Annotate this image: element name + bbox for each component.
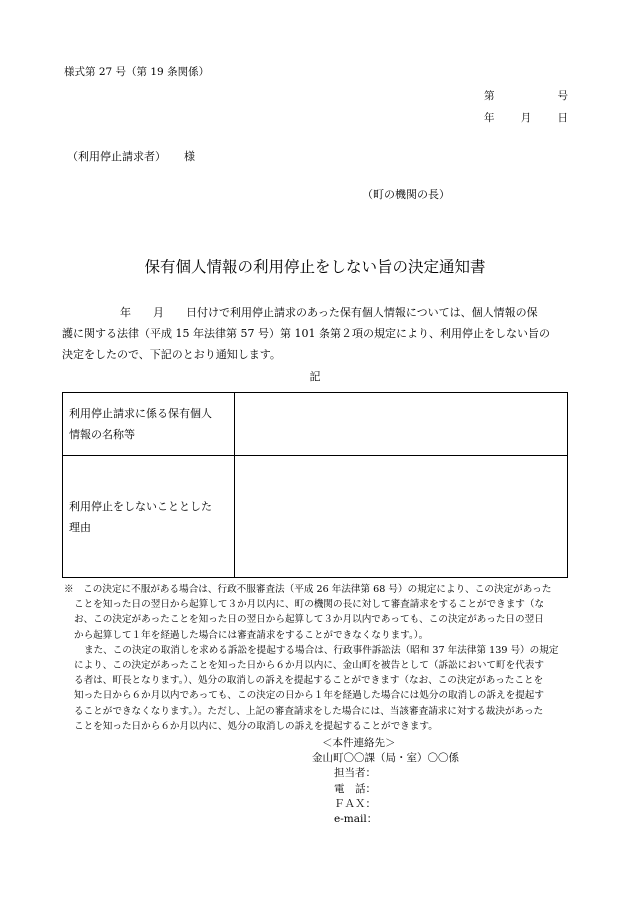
body-text — [62, 302, 568, 365]
body-line-3: 決定をしたので、下記のとおり通知します。 — [62, 348, 281, 361]
contact-info — [312, 736, 459, 827]
document-number — [484, 88, 568, 103]
row2-value[interactable] — [235, 456, 568, 578]
row2-label-line2: 理由 — [69, 520, 91, 534]
contact-fax: ＦＡＸ： — [334, 797, 376, 810]
date-year: 年 — [484, 112, 495, 124]
contact-person: 担当者： — [334, 767, 376, 780]
row1-label — [63, 393, 235, 456]
table-row — [63, 456, 568, 578]
contact-phone: 電 話： — [334, 782, 376, 795]
ki-heading: 記 — [309, 370, 321, 383]
sender: （町の機関の長） — [362, 188, 450, 201]
addressee-label: （利用停止請求者） — [67, 150, 166, 163]
contact-department: 金山町〇〇課（局・室）〇〇係 — [312, 752, 459, 765]
addressee-honorific: 様 — [184, 150, 195, 163]
note-line: また、この決定の取消しを求める訴訟を提起する場合は、行政事件訴訟法（昭和 37 年法律第 139 号）の規定 — [84, 644, 559, 656]
note-line: ※ この決定に不服がある場合は、行政不服審査法（平成 26 年法律第 68 号）の規定により、この決定があった — [64, 584, 552, 595]
notes — [64, 582, 574, 734]
document-title: 保有個人情報の利用停止をしない旨の決定通知書 — [144, 258, 486, 276]
note-line: る者は、町長となります。）、処分の取消しの訴えを提起することができます（なお、この決定があったことを — [74, 675, 544, 687]
form-number: 様式第 27 号（第 19 条関係） — [64, 66, 210, 78]
date-month: 月 — [520, 112, 532, 124]
addressee — [67, 148, 195, 164]
row2-label-line1: 利用停止をしないこととした — [69, 499, 212, 513]
note-line: により、この決定があったことを知った日から６か月以内に、金山町を被告として（訴訟において町を代表す — [74, 660, 544, 672]
note-line: ることができなくなります。）。ただし、上記の審査請求をした場合には、当該審査請求に対する裁決があった — [74, 705, 544, 717]
note-line: お、この決定があったことを知った日の翌日から起算して３か月以内であっても、この決定があった日の翌日 — [74, 614, 544, 626]
contact-email: e-mail： — [334, 813, 378, 826]
date-day: 日 — [557, 112, 568, 124]
row1-label-line1: 利用停止請求に係る保有個人 — [69, 407, 212, 420]
table-row — [63, 393, 568, 456]
number-suffix: 号 — [557, 90, 568, 102]
row1-value[interactable] — [235, 393, 568, 456]
body-line-1: 年 月 日付けで利用停止請求のあった保有個人情報については、個人情報の保 — [120, 306, 538, 319]
body-line-2: 護に関する法律（平成 15 年法律第 57 号）第 101 条第２項の規定により、利用停止をしない旨の — [62, 327, 550, 340]
note-line: 知った日から６か月以内であっても、この決定の日から１年を経過した場合には処分の取消しの訴えを提起す — [74, 690, 544, 702]
contact-heading: ＜本件連絡先＞ — [322, 737, 396, 749]
row1-label-line2: 情報の名称等 — [69, 428, 135, 441]
note-line: ことを知った日の翌日から起算して３か月以内に、町の機関の長に対して審査請求をすることができます（な — [74, 599, 545, 611]
note-line: から起算して１年を経過した場合には審査請求をすることができなくなります。）。 — [74, 629, 429, 641]
row2-label — [63, 456, 235, 578]
number-prefix: 第 — [484, 90, 495, 102]
document-date — [484, 110, 568, 125]
note-line: ことを知った日から６か月以内に、処分の取消しの訴えを提起することができます。 — [74, 720, 438, 732]
info-table — [62, 392, 568, 578]
